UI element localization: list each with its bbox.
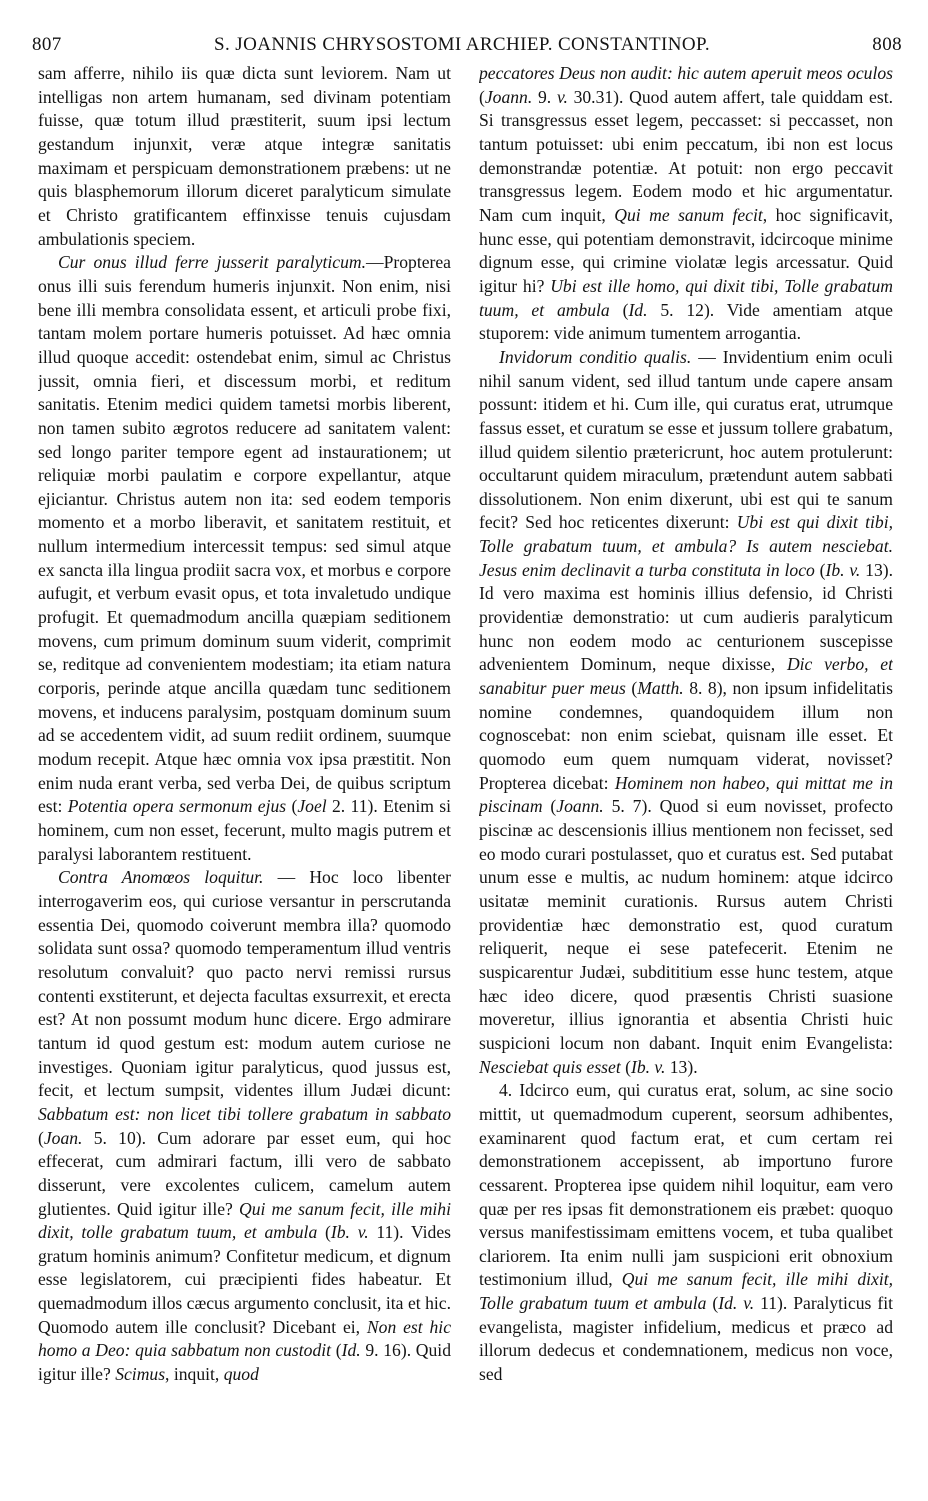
text-run: 5. 12). Vide amentiam atque stuporem: vide animum tumentem arrogantia. [479, 299, 893, 344]
text-run: 30.31). Quod autem affert, tale quiddam est. Si transgressus esset legem, peccasset: si peccasset, non tantum potuisset: ubi enim peccatum, ibi non est locus demonstrandæ potentiæ. At potuit: non ergo peccavit transgressus legem. Eodem modo et hic argumentatur. Nam cum inquit, [479, 86, 893, 225]
text-run: ( [609, 299, 629, 320]
text-run: — Hoc loco libenter interrogaverim eos, qui curiose versantur in perscrutanda essentia Dei, quomodo coiverunt membra illa? quomodo solidata sunt ossa? quomodo temperamentum illud ventris resolutum convaluit? quo pacto nervi remissi rursus contenti exstiterunt, et dejecta facultas exsurrexit, et erecta est? At non possumt modum hunc dicere. Ergo admirare tantum id quod gestum est: modum autem curiose ne investiges. Quoniam igitur paralyticus, quod jussus est, fecit, et lectum sumpsit, videntes illum Judæi dicunt: [38, 867, 451, 1101]
italic-text-run: Id. [628, 299, 648, 320]
italic-text-run: Ib. v. [825, 559, 861, 580]
text-run: 5. 7). Quod si eum novisset, profecto piscinæ ac descensionis illius mentionem non fecisset, sed eo modo curari postulasset, quo et curatus est. Sed putabat unum esse e multis, ac nudum hominem: atque idcirco usitatæ meminit curationis. Rursus autem Christi providentiæ hæc demonstratio est, quod curatum reliquerit, neque ei sese patefecerit. Etenim ne suspicarentur Judæi, subdititium esse hunc testem, atque hæc ideo dicere, quod præsentis Christi suasione moveretur, illius ignorantia et absentia Christi huic suspicioni locum non dabant. Inquit enim Evangelista: [479, 796, 893, 1053]
text-run: ( [814, 559, 826, 580]
italic-text-run: Sabbatum est: non licet tibi tollere grabatum in sabbato [38, 1103, 451, 1124]
italic-text-run: Ubi est qui dixit tibi, Tolle grabatum tuum, et ambula? Is autem nesciebat. Jesus enim declinavit a turba constituta in loco [479, 512, 893, 580]
italic-text-run: Cur onus illud ferre jusserit paralyticum. [58, 252, 366, 273]
text-run: 9. [532, 86, 557, 107]
text-run: 11). Paralyticus fit evangelista, magister infidelium, medicus et præco ad illorum dedecus et condemnationem, medicus non voce, sed [479, 1293, 893, 1385]
italic-text-run: Id. [341, 1340, 361, 1361]
text-run: 5. 10). Cum adorare par esset eum, qui hoc effecerat, cum admirari factum, illi vero de sabbato disserunt, vere excolentes culicem, camelum autem glutientes. Quid igitur ille? [38, 1127, 451, 1219]
italic-text-run: peccatores Deus non audit: hic autem aperuit meos oculos [479, 63, 893, 83]
italic-text-run: Qui me sanum fecit [614, 204, 763, 225]
text-run: 4. Idcirco eum, qui curatus erat, solum, ac sine socio mittit, ut quemadmodum cuperent, seorsum adhibentes, examinarent quod factum erat, et cum certam rei demonstrationem accepissent, ab importuno furore cessarent. Propterea ipse quidem nihil loquitur, eam vero quæ per res ipsas fit demonstrationem eis præbet: quoquo versus manifestissimam emittens vocem, et tuba qualibet clariorem. Ita enim nulli jam suspicioni erit obnoxium testimonium illud, [479, 1080, 893, 1290]
text-run: 8. 8), non ipsum infidelitatis nomine condemnes, quandoquidem illum non cognoscebat: non enim sciebat, quisnam ille esset. Et quomodo eum quem numquam viderat, novisset? Propterea dicebat: [479, 678, 893, 793]
text-run: ( [286, 796, 298, 817]
italic-text-run: v. [556, 86, 568, 107]
page-number-right: 808 [872, 34, 902, 55]
paragraph [38, 866, 451, 1386]
text-run: ( [331, 1340, 342, 1361]
italic-text-run: Ubi est ille homo, qui dixit tibi, Tolle grabatum tuum, et ambula [479, 275, 893, 320]
italic-text-run: Dic verbo, et sanabitur puer meus [479, 654, 893, 699]
text-run: — Invidentium enim oculi nihil sanum vident, sed illud tantum unde capere ansam possunt: itidem et hi. Cum ille, qui curatus erat, utrumque fassus esset, et curatum se esse et jussum tollere grabatum, illud quidem silentio prætericrunt, hoc autem protulerunt: occultarunt quidem miraculum, prætendunt autem sabbati dissolutionem. Non enim dixerunt, ubi est qui te sanum fecit? Sed hoc reticentes dixerunt: [479, 346, 893, 533]
italic-text-run: Joann. [556, 796, 604, 817]
text-run: ( [38, 1127, 44, 1148]
italic-text-run: Qui me sanum fecit, ille mihi dixit, Tolle grabatum tuum et ambula [479, 1269, 893, 1314]
text-run: , inquit, [165, 1364, 224, 1385]
text-run: ( [625, 678, 638, 699]
running-header [22, 34, 902, 60]
italic-text-run: Joan. [43, 1127, 83, 1148]
italic-text-run: Joel [297, 796, 327, 817]
left-text-column [38, 62, 451, 1492]
text-run: 2. 11). Etenim si hominem, cum non esset, fecerunt, multo magis putrem et paralysi laborantem restituent. [38, 796, 451, 864]
italic-text-run: Invidorum conditio qualis. [499, 346, 692, 367]
text-run: 13). [665, 1056, 698, 1077]
right-text-column [479, 62, 893, 1492]
paragraph [479, 346, 893, 1079]
running-title: S. JOANNIS CHRYSOSTOMI ARCHIEP. CONSTANTINOP. [214, 34, 710, 55]
text-run: 13). Id vero maxima est hominis illius defensio, id Christi providentiæ demonstratio: ut cum audieris paralyticum hunc non eodem modo ac centurionem suscepisse advenientem Dominum, neque dixisse, [479, 559, 893, 675]
italic-text-run: Qui me sanum fecit, ille mihi dixit, tolle grabatum tuum, et ambula [38, 1198, 451, 1243]
italic-text-run: quod [223, 1364, 259, 1385]
paragraph [479, 62, 893, 346]
italic-text-run: Hominem non habeo, qui mittat me in piscinam [479, 772, 893, 817]
text-run: , hoc significavit, hunc esse, qui potentiam demonstravit, idcircoque minime dignum esse, qui crimine violatæ legis arcessatur. Quid igitur hi? [479, 204, 893, 296]
text-run: 11). Vides gratum hominis animum? Confitetur medicum, et dignum esse legislatorem, cui præcipienti fides habeatur. Et quemadmodum illos cæcus argumento conclusit, ita et hic. Quomodo autem ille conclusit? Dicebant ei, [38, 1222, 451, 1337]
text-run: ( [317, 1222, 331, 1243]
italic-text-run: Id. v. [718, 1293, 755, 1314]
italic-text-run: Joann. [484, 86, 533, 107]
text-run: ( [706, 1293, 719, 1314]
text-run: ( [479, 86, 485, 107]
page-number-left: 807 [32, 34, 62, 55]
paragraph [479, 1079, 893, 1387]
italic-text-run: Potentia opera sermonum ejus [67, 796, 287, 817]
paragraph [38, 62, 451, 251]
italic-text-run: Scimus [115, 1364, 166, 1385]
italic-text-run: Non est hic homo a Deo: quia sabbatum non custodit [38, 1316, 451, 1361]
italic-text-run: Ib. v. [630, 1056, 666, 1077]
paragraph [38, 251, 451, 866]
text-run: 9. 16). Quid igitur ille? [38, 1340, 451, 1385]
text-run: ( [620, 1056, 631, 1077]
italic-text-run: Contra Anomœos loquitur. [58, 867, 264, 888]
text-run: sam afferre, nihilo iis quæ dicta sunt leviorem. Nam ut intelligas non artem humanam, sed divinam potentiam fuisse, quæ totum illud præstiterit, suum ipsi lectum gestandum injunxit, veræ atque integræ sanitatis maximam et perspicuam demonstrationem præbens: ut ne quis blasphemorum illorum diceret paralyticum simulate et Christo gratificantem effinxisse tenuis cujusdam ambulationis speciem. [38, 63, 451, 249]
text-run: —Propterea onus illi suis ferendum humeris injunxit. Non enim, nisi bene illi membra consolidata essent, et articuli probe fixi, tantam molem portare humeris potuisset. Ad hæc omnia illud quoque accedit: ostendebat enim, simul ac Christus jussit, omnia fieri, et discessum morbi, et reditum sanitatis. Etenim medici quidem tametsi morbis liberent, non tamen subito ægrotos reducere ad sanitatem valent: sed longo pariter tempore egent ad instaurationem; ut reliquiæ morbi paulatim e corpore expellantur, atque ejiciantur. Christus autem non ita: sed eodem temporis momento et a morbo liberavit, et sanitatem restituit, et nullum intermedium intercessit tempus: sed simul atque ex sancta illa lingua prodiit sacra vox, et morbus e corpore aufugit, et verbum evasit opus, et tota invaletudo undique profugit. Et quemadmodum ancilla quæpiam seditionem movens, cum primum dominum suum viderit, comprimit se, reditque ad convenientem modestiam; ita etiam natura corporis, perinde atque ancilla quædam tunc seditionem movens, et inducens paralysim, postquam dominum suum ad se accedentem vidit, ad suum rediit ordinem, suumque modum recepit. Atque hæc omnia vox ipsa præstitit. Non enim nuda erant verba, sed verba Dei, de quibus scriptum est: [38, 252, 451, 817]
text-run: ( [542, 796, 557, 817]
italic-text-run: Ib. v. [330, 1222, 369, 1243]
italic-text-run: Matth. [637, 678, 684, 699]
italic-text-run: Nesciebat quis esset [479, 1056, 621, 1077]
